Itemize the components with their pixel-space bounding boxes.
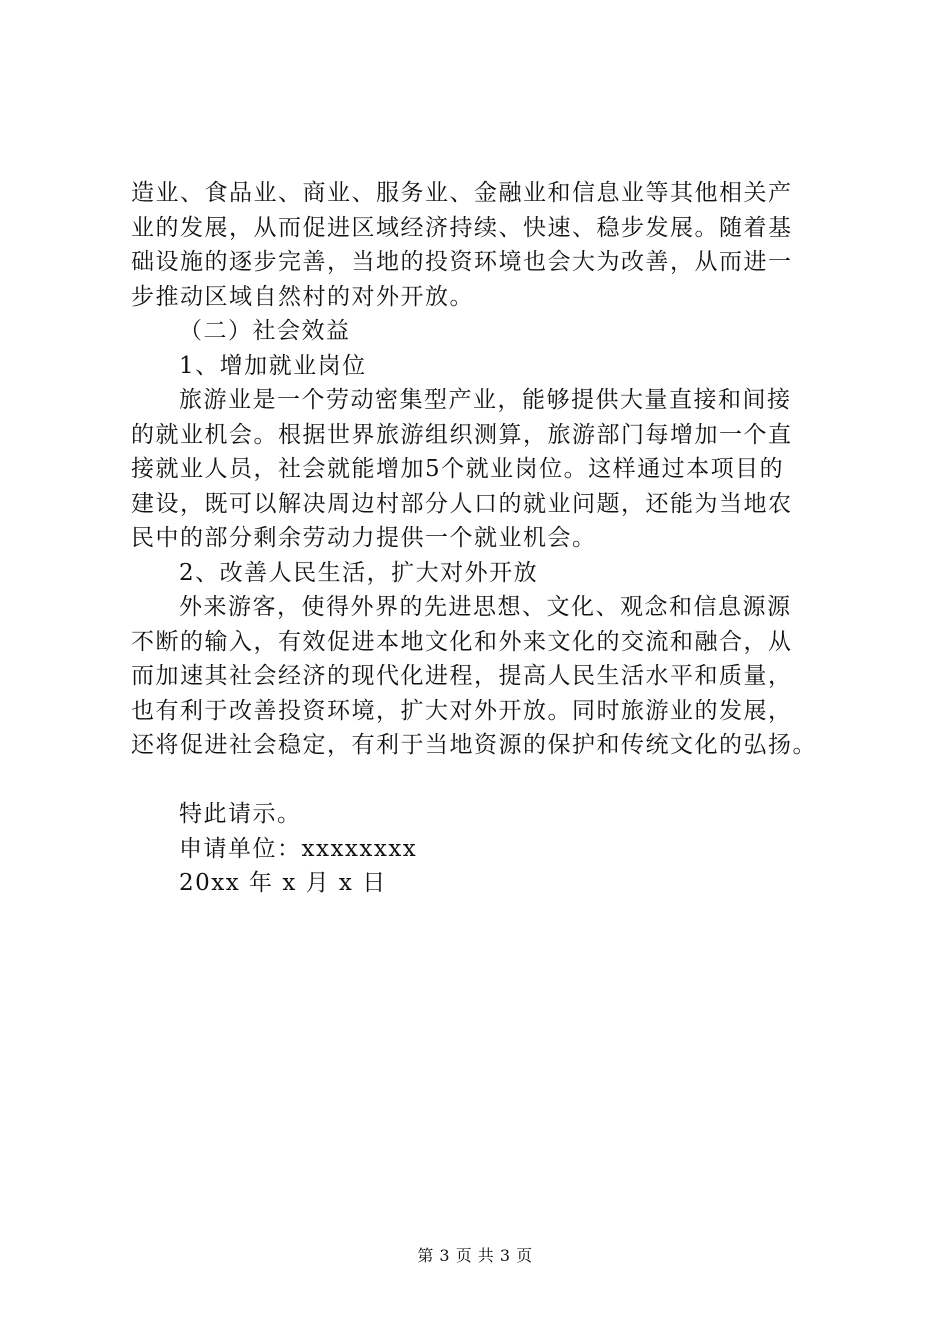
paragraph-line: 的就业机会。根据世界旅游组织测算，旅游部门每增加一个直 — [131, 421, 793, 448]
paragraph-line: 旅游业是一个劳动密集型产业，能够提供大量直接和间接 — [179, 387, 792, 413]
item-heading-employment: 1、增加就业岗位 — [179, 352, 367, 379]
paragraph-line: 步推动区域自然村的对外开放。 — [131, 283, 474, 310]
blank-line — [131, 763, 843, 798]
paragraph-line: 民中的部分剩余劳动力提供一个就业机会。 — [131, 525, 597, 551]
paragraph-line: 外来游客，使得外界的先进思想、文化、观念和信息源源 — [179, 594, 792, 620]
paragraph-line: 还将促进社会稳定，有利于当地资源的保护和传统文化的弘扬。 — [131, 732, 817, 758]
paragraph-line: 建设，既可以解决周边村部分人口的就业问题，还能为当地农 — [131, 490, 793, 517]
paragraph-line: 造业、食品业、商业、服务业、金融业和信息业等其他相关产 — [131, 180, 793, 206]
closing-text: 特此请示。 — [179, 801, 302, 827]
paragraph-line: 也有利于改善投资环境，扩大对外开放。同时旅游业的发展， — [131, 697, 793, 724]
document-body — [131, 176, 843, 901]
paragraph-line: 而加速其社会经济的现代化进程，提高人民生活水平和质量， — [131, 663, 793, 689]
paragraph-line: 接就业人员，社会就能增加5个就业岗位。这样通过本项目的 — [131, 456, 785, 482]
applicant-line: 申请单位：xxxxxxxx — [179, 835, 418, 862]
page-footer: 第 3 页 共 3 页 — [417, 1246, 533, 1265]
item-heading-livelihood: 2、改善人民生活，扩大对外开放 — [179, 559, 539, 586]
paragraph-line: 础设施的逐步完善，当地的投资环境也会大为改善，从而进一 — [131, 249, 793, 275]
paragraph-line: 业的发展，从而促进区域经济持续、快速、稳步发展。随着基 — [131, 214, 793, 241]
paragraph-line: 不断的输入，有效促进本地文化和外来文化的交流和融合，从 — [131, 628, 793, 655]
section-heading: （二）社会效益 — [179, 318, 351, 344]
date-line: 20xx 年 x 月 x 日 — [179, 870, 387, 896]
